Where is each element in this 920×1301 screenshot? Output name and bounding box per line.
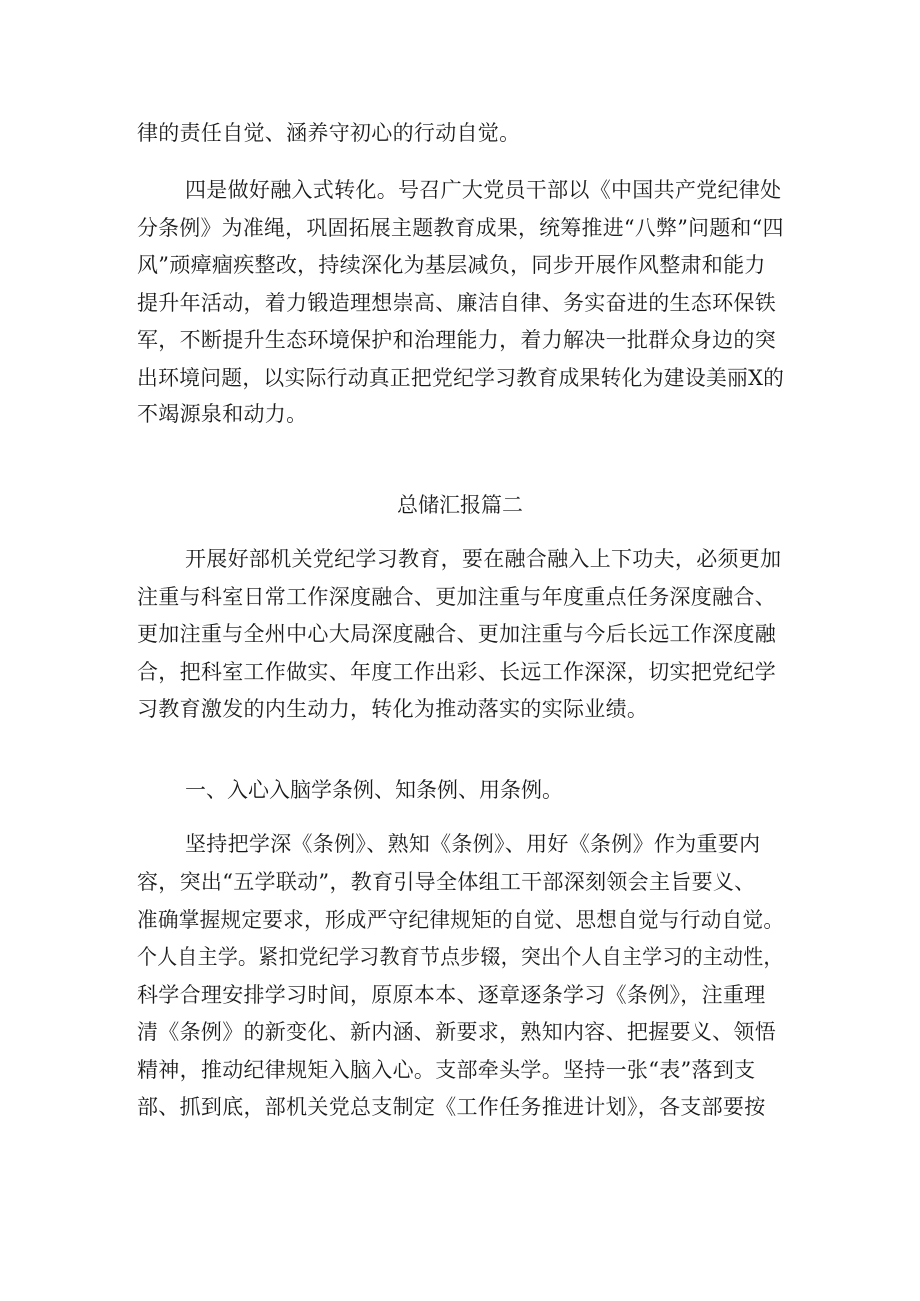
paragraph-line: 分条例》为准绳，巩固拓展主题教育成果，统筹推进“八弊”问题和“四 [137, 216, 784, 240]
paragraph-line: 注重与科室日常工作深度融合、更加注重与年度重点任务深度融合、 [137, 585, 776, 609]
paragraph-line: 准确掌握规定要求，形成严守纪律规矩的自觉、思想自觉与行动自觉。 [137, 908, 785, 932]
paragraph-line: 军，不断提升生态环境保护和治理能力，着力解决一批群众身边的突 [137, 328, 776, 352]
paragraph-line: 个人自主学。紧扣党纪学习教育节点步辍，突出个人自主学习的主动性， [137, 945, 784, 969]
paragraph-line: 提升年活动，着力锻造理想崇高、廉洁自律、务实奋进的生态环保铁 [137, 291, 776, 315]
paragraph-line: 科学合理安排学习时间，原原本本、逐章逐条学习《条例》，注重理 [137, 983, 766, 1007]
paragraph-line: 合，把科室工作做实、年度工作出彩、长远工作深深，切实把党纪学 [137, 660, 776, 684]
paragraph-line: 容，突出“五学联动”，教育引导全体组工干部深刻领会主旨要义、 [137, 870, 756, 894]
paragraph-line: 风”顽瘴痼疾整改，持续深化为基层减负，同步开展作风整肃和能力 [137, 253, 766, 277]
paragraph-line: 精神，推动纪律规矩入脑入心。支部牵头学。坚持一张“表”落到支 [137, 1058, 756, 1082]
paragraph-line: 四是做好融入式转化。号召广大党员干部以《中国共产党纪律处 [185, 178, 782, 202]
subsection-heading: 一、入心入脑学条例、知条例、用条例。 [185, 778, 563, 802]
section-title: 总储汇报篇二 [397, 493, 523, 517]
paragraph-line: 部、抓到底，部机关党总支制定《工作任务推进计划》，各支部要按 [137, 1095, 766, 1119]
paragraph-line: 不竭源泉和动力。 [137, 402, 308, 426]
paragraph-line: 习教育激发的内生动力，转化为推动落实的实际业绩。 [137, 697, 649, 721]
paragraph-line: 清《条例》的新变化、新内涵、新要求，熟知内容、把握要义、领悟 [137, 1020, 776, 1044]
paragraph-line: 律的责任自觉、涵养守初心的行动自觉。 [137, 121, 521, 145]
paragraph-line: 坚持把学深《条例》、熟知《条例》、用好《条例》作为重要内 [185, 832, 761, 856]
paragraph-line: 开展好部机关党纪学习教育，要在融合融入上下功夫，必须更加 [185, 547, 782, 571]
paragraph-line: 出环境问题，以实际行动真正把党纪学习教育成果转化为建设美丽X的 [137, 366, 785, 390]
paragraph-line: 更加注重与全州中心大局深度融合、更加注重与今后长远工作深度融 [137, 622, 776, 646]
